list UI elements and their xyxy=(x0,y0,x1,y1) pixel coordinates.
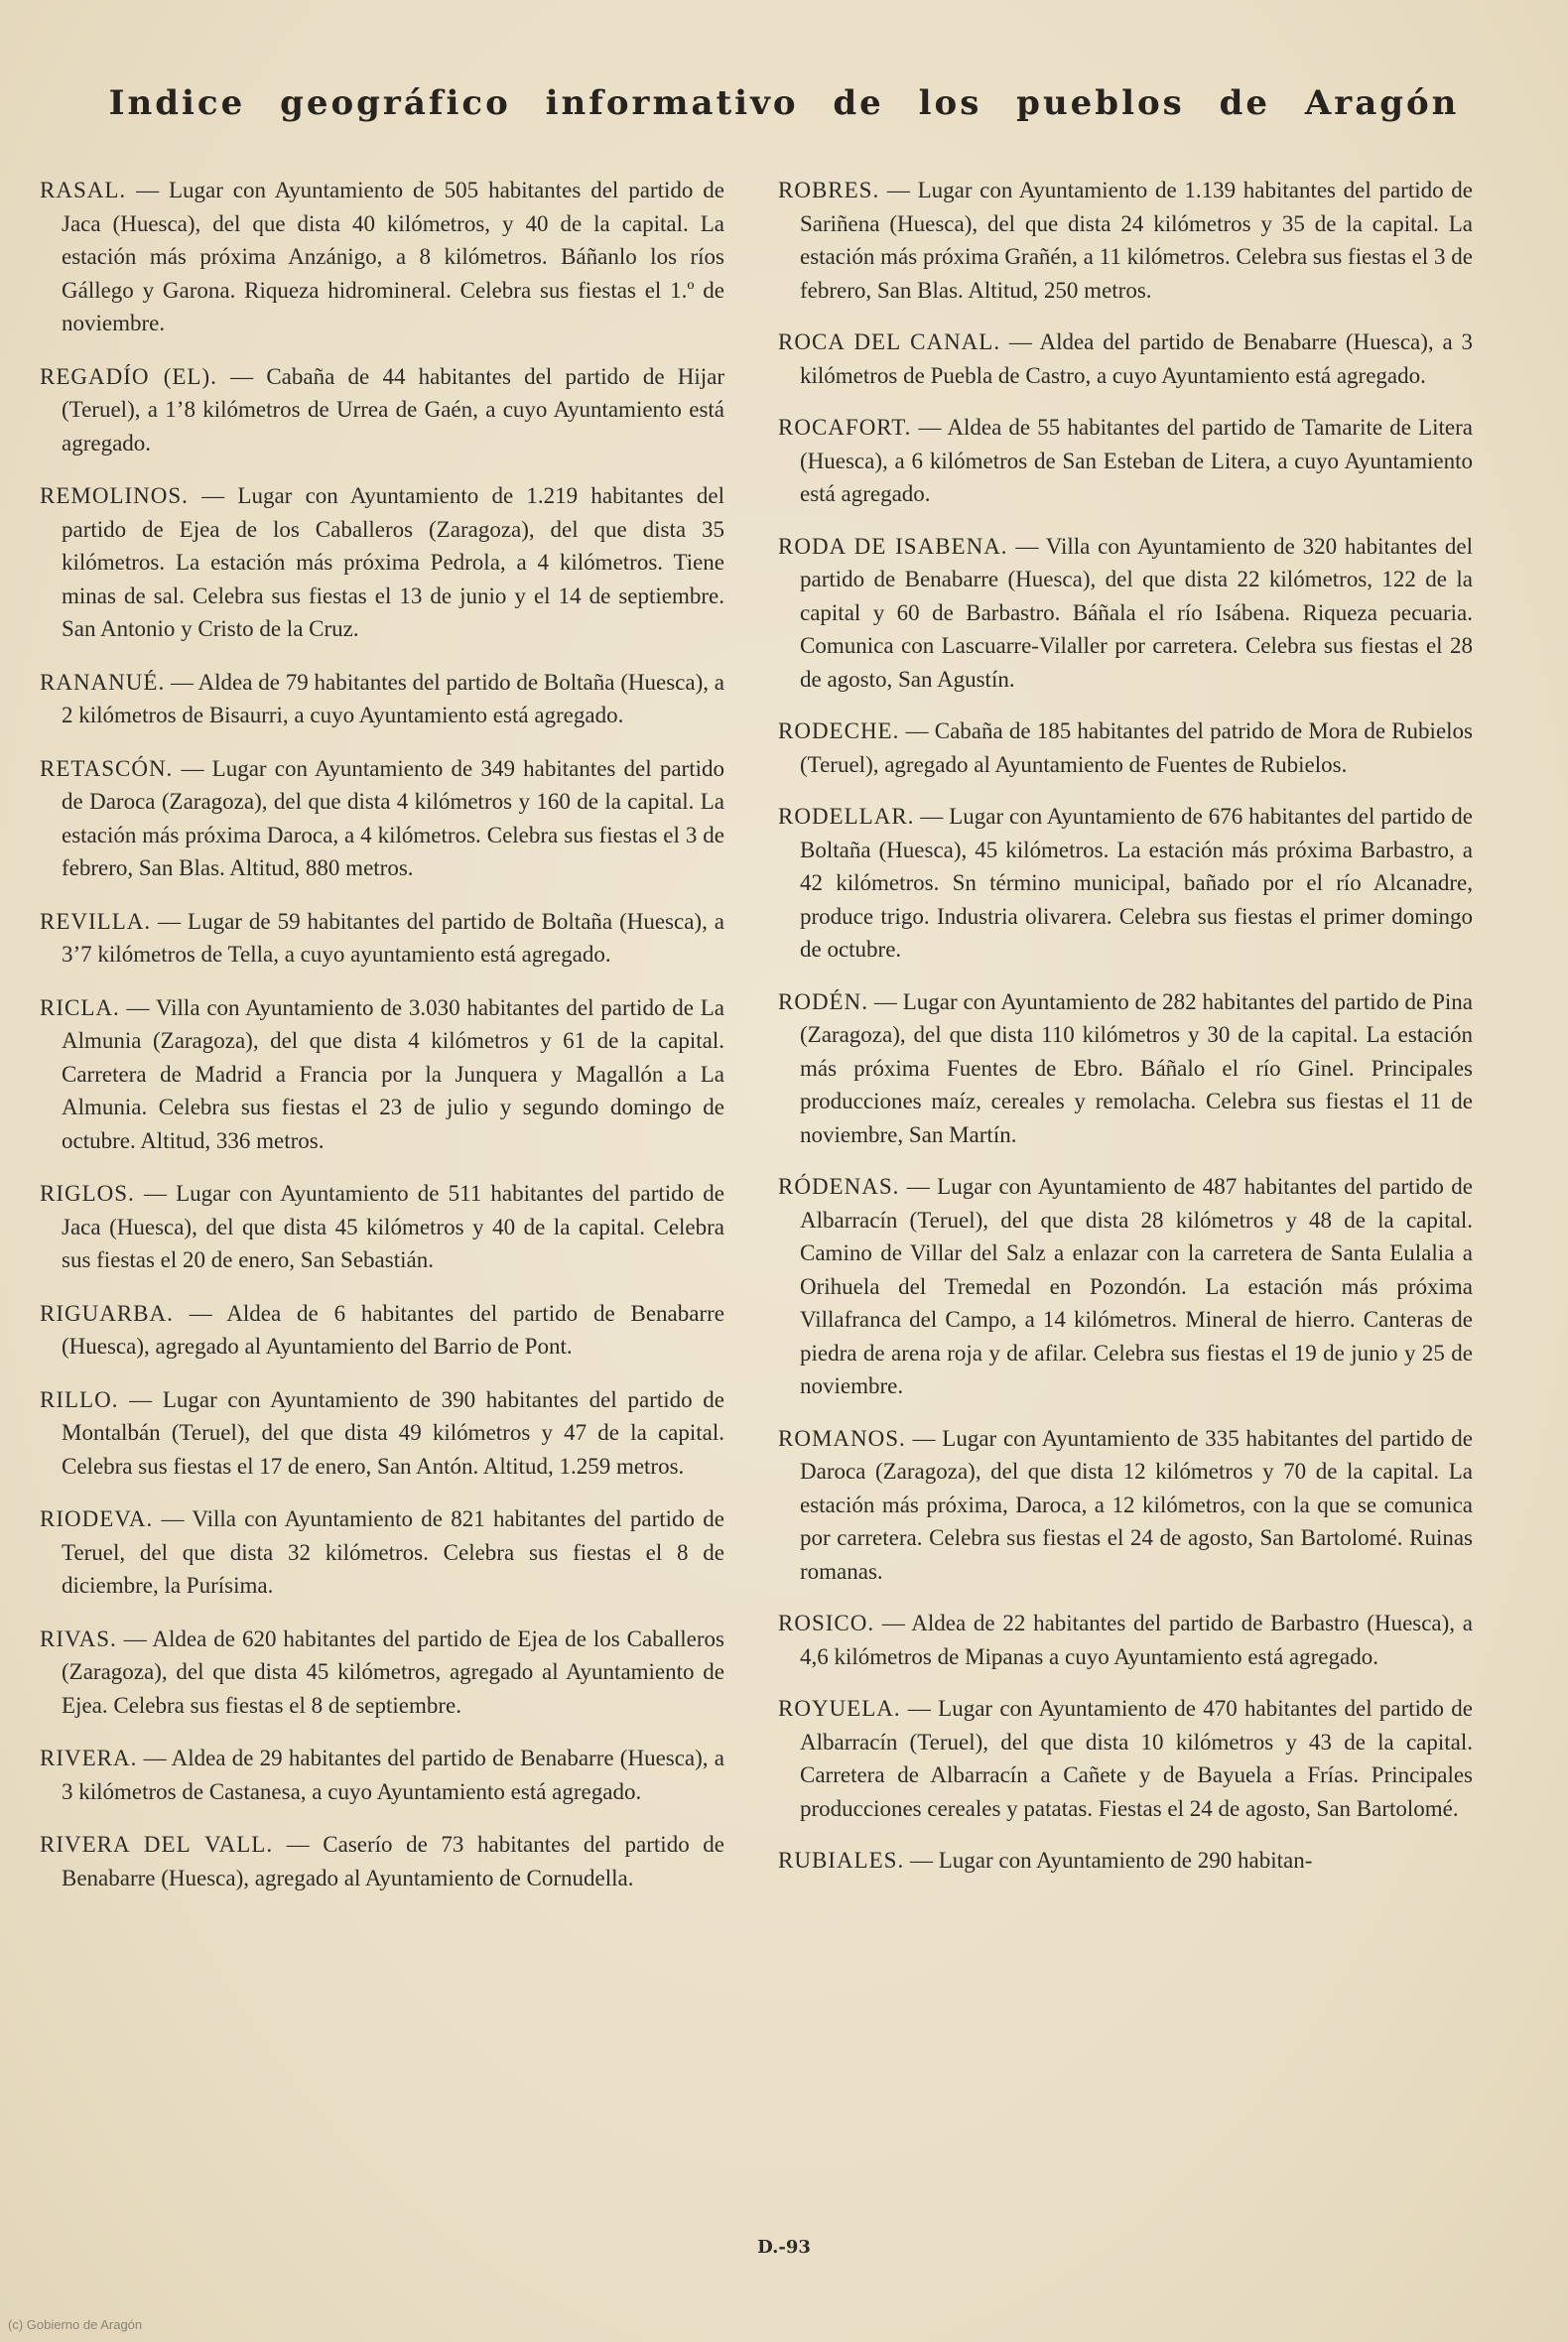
entry-text: — Villa con Ayuntamiento de 3.030 habitantes del partido de La Almunia (Zaragoza), del que dista 4 kilómetros y 61 de la capital. Carretera de Madrid a Francia por la Junquera y Magallón a La Almunia. Celebra sus fiestas el 23 de julio y segundo domingo de octubre. Altitud, 336 metros. xyxy=(62,994,724,1153)
entry xyxy=(778,1607,1473,1673)
entry xyxy=(778,411,1473,511)
entry xyxy=(778,800,1473,967)
copyright-credit: (c) Gobierno de Aragón xyxy=(8,2317,143,2332)
entry-text: — Lugar con Ayuntamiento de 470 habitantes del partido de Albarracín (Teruel), del que dista 10 kilómetros y 43 de la capital. Carretera de Albarracín a Cañete y de Bayuela a Frías. Principales producciones cereales y patatas. Fiestas el 24 de agosto, San Bartolomé. xyxy=(800,1696,1473,1821)
entry-text: — Caserío de 73 habitantes del partido de Benabarre (Huesca), agregado al Ayuntamiento de Cornudella. xyxy=(62,1832,724,1890)
entry-text: — Aldea de 79 habitantes del partido de Boltaña (Huesca), a 2 kilómetros de Bisaurri, a cuyo Ayuntamiento está agregado. xyxy=(62,669,724,727)
left-column xyxy=(40,174,724,1914)
page-title: Indice geográfico informativo de los pueblos de Aragón xyxy=(108,83,1460,123)
entry-name: RIGUARBA. xyxy=(40,1300,174,1326)
entry-text: — Lugar de 59 habitantes del partido de Boltaña (Huesca), a 3’7 kilómetros de Tella, a cuyo ayuntamiento está agregado. xyxy=(62,908,724,967)
entry-name: RODELLAR. xyxy=(778,804,915,829)
entry-name: REVILLA. xyxy=(40,908,152,934)
entry xyxy=(778,174,1473,307)
entry xyxy=(40,905,724,972)
entry-text: — Lugar con Ayuntamiento de 335 habitantes del partido de Daroca (Zaragoza), del que dista 12 kilómetros y 70 de la capital. La estación más próxima, Daroca, a 12 kilómetros, con la que se comunica por carretera. Celebra sus fiestas el 24 de agosto, San Bartolomé. Ruinas romanas. xyxy=(800,1425,1473,1584)
entry xyxy=(40,174,724,340)
entry-name: RIVERA DEL VALL. xyxy=(40,1832,274,1857)
entry xyxy=(778,1170,1473,1403)
entry-name: RANANUÉ. xyxy=(40,669,166,695)
entry xyxy=(778,985,1473,1152)
entry xyxy=(40,479,724,646)
entry xyxy=(778,1844,1473,1878)
right-column xyxy=(778,174,1473,1896)
entry-name: RIVERA. xyxy=(40,1746,138,1770)
entry-text: — Cabaña de 44 habitantes del partido de Hijar (Teruel), a 1’8 kilómetros de Urrea de Gaén, a cuyo Ayuntamiento está agregado. xyxy=(62,363,725,455)
entry-text: — Lugar con Ayuntamiento de 1.219 habitantes del partido de Ejea de los Caballeros (Zaragoza), del que dista 35 kilómetros. La estación más próxima Pedrola, a 4 kilómetros. Tiene minas de sal. Celebra sus fiestas el 13 de junio y el 14 de septiembre. San Antonio y Cristo de la Cruz. xyxy=(62,483,724,641)
entry-text: — Villa con Ayuntamiento de 320 habitantes del partido de Benabarre (Huesca), del que dista 22 kilómetros, 122 de la capital y 60 de Barbastro. Báñala el río Isábena. Riqueza pecuaria. Comunica con Lascuarre-Vilaller por carretera. Celebra sus fiestas el 28 de agosto, San Agustín. xyxy=(800,533,1473,692)
entry-text: — Aldea de 22 habitantes del partido de Barbastro (Huesca), a 4,6 kilómetros de Mipanas a cuyo Ayuntamiento está agregado. xyxy=(800,1611,1473,1669)
entry xyxy=(40,1623,724,1723)
entry xyxy=(40,1297,724,1364)
entry-name: RUBIALES. xyxy=(778,1848,905,1873)
entry-text: — Lugar con Ayuntamiento de 676 habitantes del partido de Boltaña (Huesca), 45 kilómetros. La estación más próxima Barbastro, a 42 kilómetros. Sn término municipal, bañado por el río Alcanadre, produce trigo. Industria olivarera. Celebra sus fiestas el primer domingo de octubre. xyxy=(800,804,1473,962)
entry xyxy=(40,1502,724,1603)
entry xyxy=(778,1422,1473,1589)
entry-name: ROMANOS. xyxy=(778,1425,906,1451)
entry xyxy=(40,666,724,732)
entry-name: REMOLINOS. xyxy=(40,483,189,508)
entry-text: — Aldea de 55 habitantes del partido de Tamarite de Litera (Huesca), a 6 kilómetros de San Esteban de Litera, a cuyo Ayuntamiento está agregado. xyxy=(800,415,1473,506)
entry xyxy=(778,530,1473,697)
entry-name: RETASCÓN. xyxy=(40,755,174,781)
entry xyxy=(40,1177,724,1277)
entry-text: — Aldea de 6 habitantes del partido de Benabarre (Huesca), agregado al Ayuntamiento del Barrio de Pont. xyxy=(62,1300,724,1359)
entry-text: — Lugar con Ayuntamiento de 390 habitantes del partido de Montalbán (Teruel), del que dista 49 kilómetros y 47 de la capital. Celebra sus fiestas el 17 de enero, San Antón. Altitud, 1.259 metros. xyxy=(62,1386,724,1479)
entry-name: ROSICO. xyxy=(778,1611,875,1635)
entry-name: RÓDENAS. xyxy=(778,1174,900,1199)
entry-name: RICLA. xyxy=(40,994,120,1020)
entry-text: — Lugar con Ayuntamiento de 511 habitantes del partido de Jaca (Huesca), del que dista 45 kilómetros y 40 de la capital. Celebra sus fiestas el 20 de enero, San Sebastián. xyxy=(62,1181,724,1272)
entry-name: RODECHE. xyxy=(778,718,900,743)
entry-text: — Cabaña de 185 habitantes del patrido de Mora de Rubielos (Teruel), agregado al Ayuntamiento de Fuentes de Rubielos. xyxy=(800,718,1473,777)
entry-text: — Villa con Ayuntamiento de 821 habitantes del partido de Teruel, del que dista 32 kilómetros. Celebra sus fiestas el 8 de diciembre, la Purísima. xyxy=(62,1506,724,1598)
entry xyxy=(40,1383,724,1484)
entry-text: — Lugar con Ayuntamiento de 290 habitan- xyxy=(904,1848,1313,1873)
entry-text: — Lugar con Ayuntamiento de 487 habitantes del partido de Albarracín (Teruel), del que dista 28 kilómetros y 48 de la capital. Camino de Villar del Salz a enlazar con la carretera de Santa Eulalia a Orihuela del Tremedal en Pozondón. La estación más próxima Villafranca del Campo, a 14 kilómetros. Mineral de hierro. Canteras de piedra de arena roja y de afilar. Celebra sus fiestas el 19 de junio y 25 de noviembre. xyxy=(800,1174,1473,1398)
entry-name: RODÉN. xyxy=(778,988,868,1014)
entry-text: — Aldea del partido de Benabarre (Huesca), a 3 kilómetros de Puebla de Castro, a cuyo Ayuntamiento está agregado. xyxy=(800,329,1473,388)
entry-name: ROBRES. xyxy=(778,178,880,202)
entry-name: ROCA DEL CANAL. xyxy=(778,329,1001,354)
entry-name: RIGLOS. xyxy=(40,1181,135,1206)
entry-name: RASAL. xyxy=(40,178,127,202)
page-number: D.-93 xyxy=(757,2237,811,2258)
entry-name: ROYUELA. xyxy=(778,1696,901,1721)
entry-text: — Lugar con Ayuntamiento de 349 habitantes del partido de Daroca (Zaragoza), del que dista 4 kilómetros y 160 de la capital. La estación más próxima Daroca, a 4 kilómetros. Celebra sus fiestas el 3 de febrero, San Blas. Altitud, 880 metros. xyxy=(62,755,724,880)
entry xyxy=(40,360,724,460)
entry xyxy=(40,991,724,1158)
entry-name: RILLO. xyxy=(40,1386,119,1412)
entry xyxy=(40,752,724,885)
entry-text: — Lugar con Ayuntamiento de 505 habitantes del partido de Jaca (Huesca), del que dista 40 kilómetros, y 40 de la capital. La estación más próxima Anzánigo, a 8 kilómetros. Báñanlo los ríos Gállego y Garona. Riqueza hidromineral. Celebra sus fiestas el 1.º de noviembre. xyxy=(62,178,724,335)
entry-text: — Lugar con Ayuntamiento de 1.139 habitantes del partido de Sariñena (Huesca), del que dista 24 kilómetros y 35 de la capital. La estación más próxima Grañén, a 11 kilómetros. Celebra sus fiestas el 3 de febrero, San Blas. Altitud, 250 metros. xyxy=(800,178,1473,303)
entry xyxy=(778,715,1473,781)
entry-name: ROCAFORT. xyxy=(778,415,912,440)
entry-name: REGADÍO (EL). xyxy=(40,363,217,389)
entry-text: — Aldea de 620 habitantes del partido de Ejea de los Caballeros (Zaragoza), del que dista 45 kilómetros, agregado al Ayuntamiento de Ejea. Celebra sus fiestas el 8 de septiembre. xyxy=(62,1626,724,1718)
entry-text: — Lugar con Ayuntamiento de 282 habitantes del partido de Pina (Zaragoza), del que dista 110 kilómetros y 30 de la capital. La estación más próxima Fuentes de Ebro. Báñalo el río Ginel. Principales producciones maíz, cereales y remolacha. Celebra sus fiestas el 11 de noviembre, San Martín. xyxy=(800,988,1473,1147)
entry-name: RODA DE ISABENA. xyxy=(778,533,1008,559)
entry xyxy=(778,1692,1473,1825)
entry xyxy=(40,1828,724,1894)
entry xyxy=(40,1742,724,1808)
entry-text: — Aldea de 29 habitantes del partido de Benabarre (Huesca), a 3 kilómetros de Castanesa, a cuyo Ayuntamiento está agregado. xyxy=(62,1746,724,1804)
entry xyxy=(778,325,1473,392)
entry-name: RIVAS. xyxy=(40,1626,117,1651)
entry-name: RIODEVA. xyxy=(40,1506,154,1531)
